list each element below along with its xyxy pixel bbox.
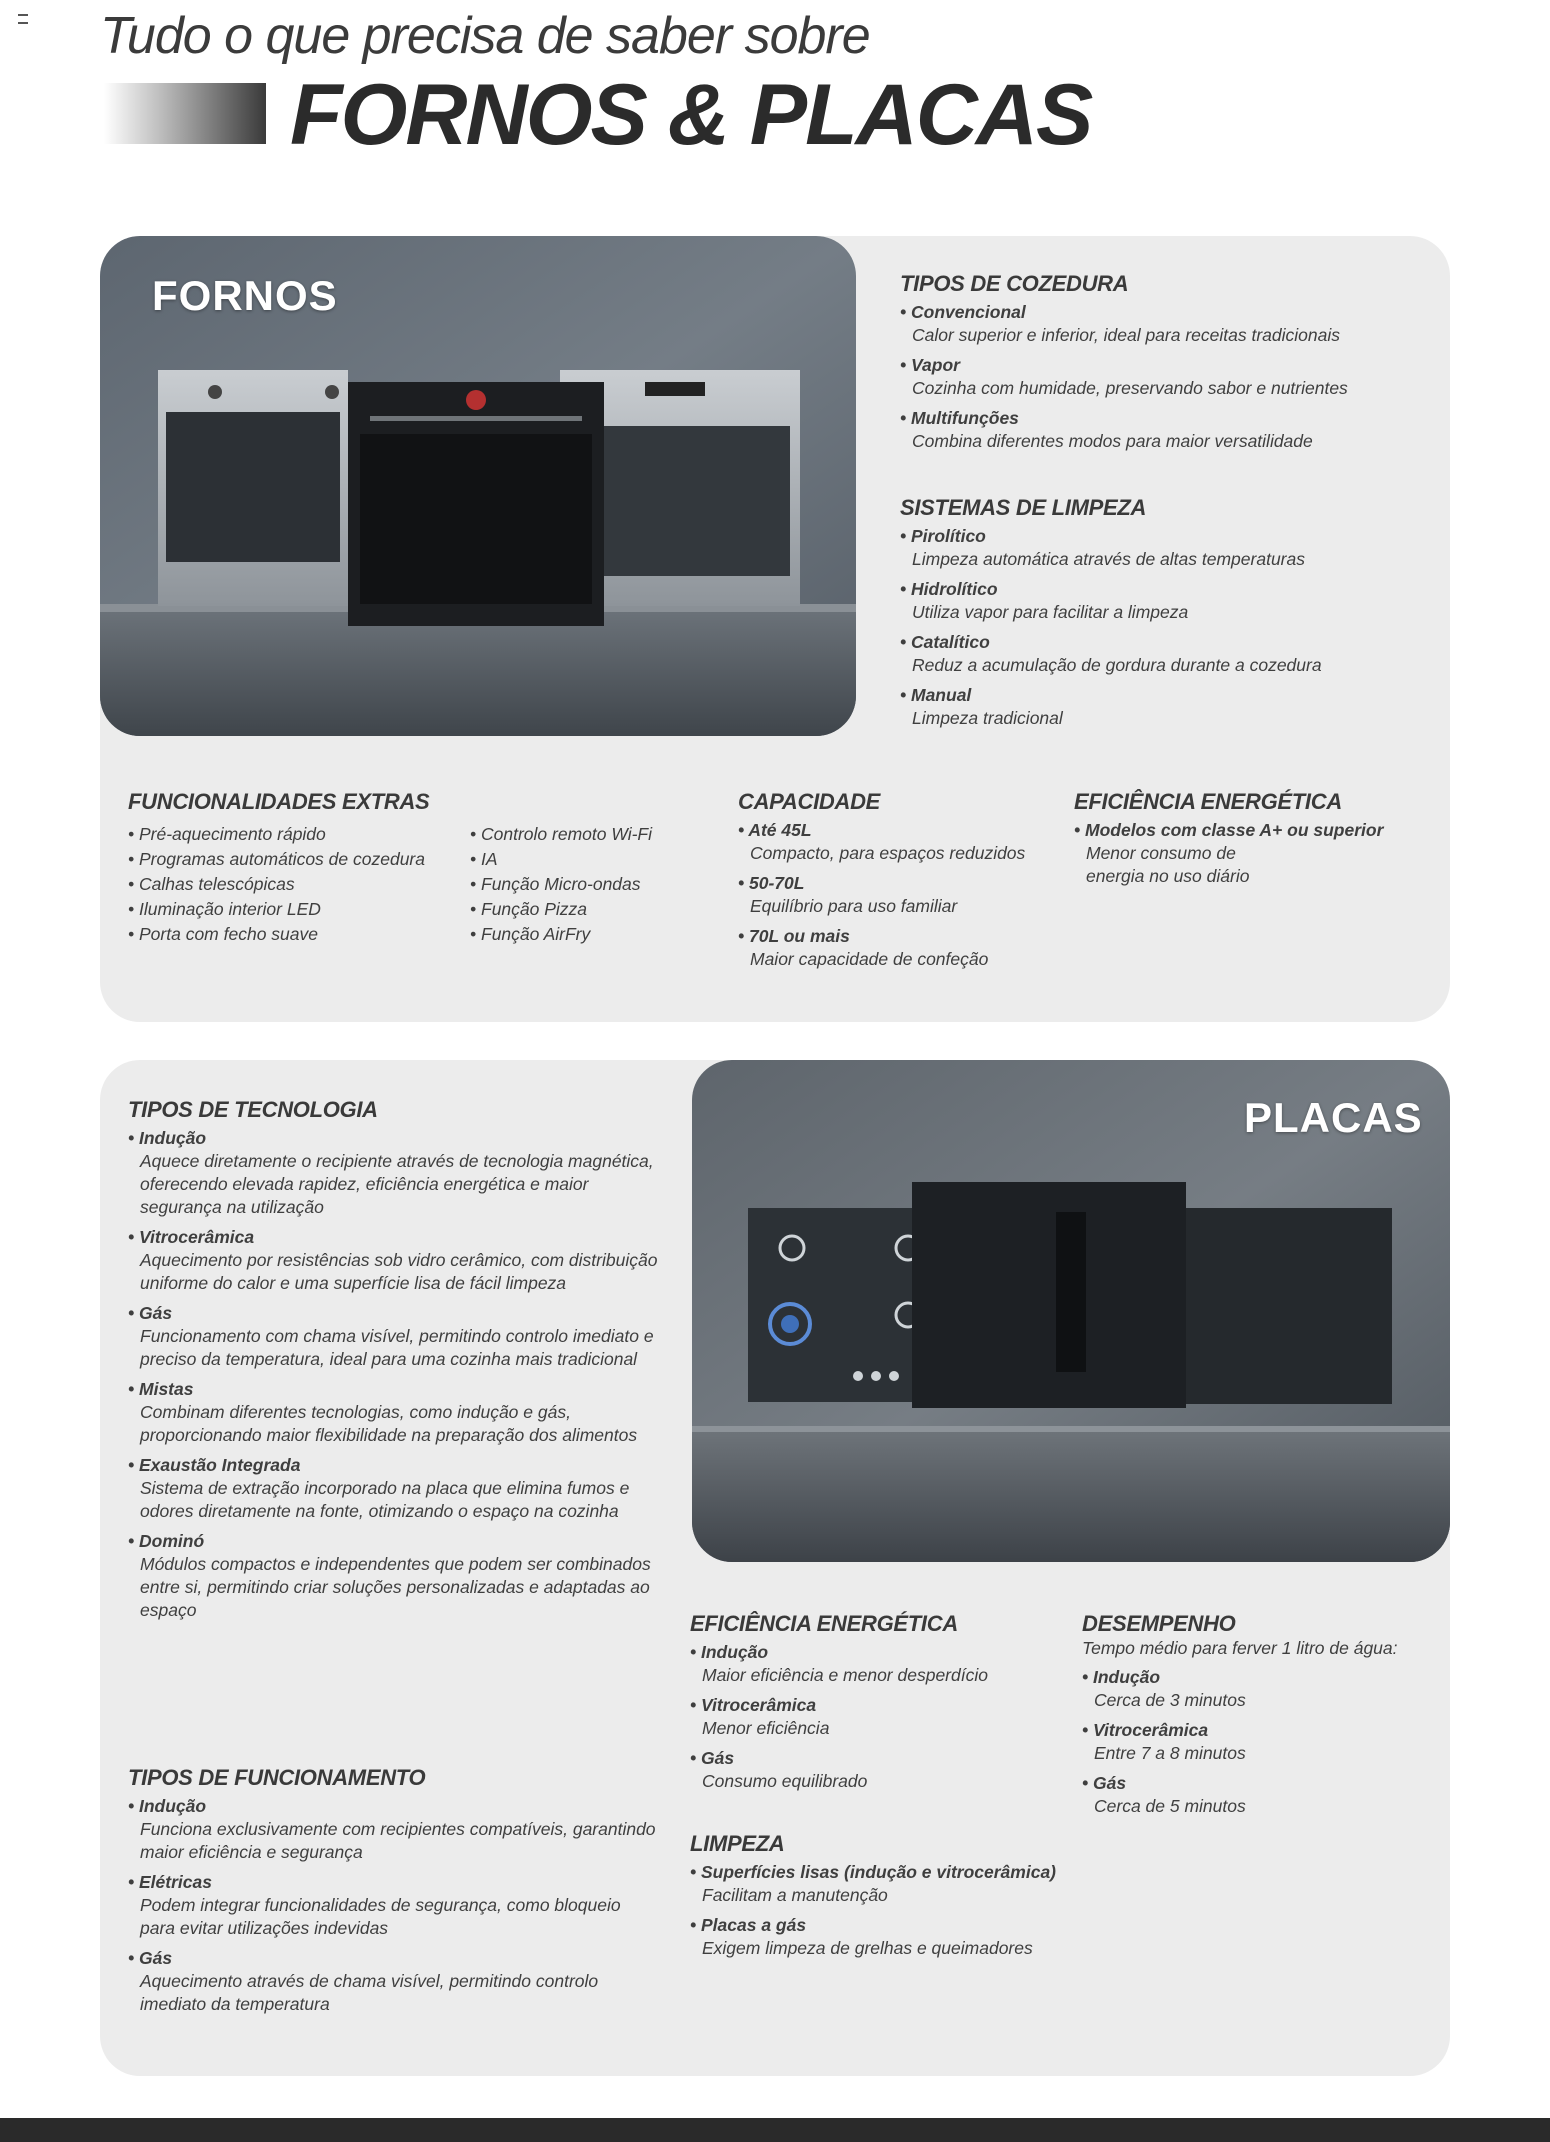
sistemas-limpeza-heading: SISTEMAS DE LIMPEZA [900, 495, 1147, 520]
list-item: • Até 45L Compacto, para espaços reduzidos [738, 819, 1058, 865]
eficiencia-placas-heading: EFICIÊNCIA ENERGÉTICA [690, 1611, 958, 1636]
list-item: • IA [470, 847, 690, 872]
tipos-funcionamento-section [128, 1766, 658, 2023]
list-item: • Vapor Cozinha com humidade, preservando sabor e nutrientes [900, 354, 1400, 400]
list-item: • Pré-aquecimento rápido [128, 822, 468, 847]
list-item: • Modelos com classe A+ ou superior Menor consumo de energia no uso diário [1074, 819, 1414, 888]
tipos-tecnologia-section [128, 1098, 658, 1629]
list-item: • Placas a gás Exigem limpeza de grelhas e queimadores [690, 1914, 1100, 1960]
list-item: • Controlo remoto Wi-Fi [470, 822, 690, 847]
tipos-tecnologia-heading: TIPOS DE TECNOLOGIA [128, 1097, 378, 1122]
list-item: • Dominó Módulos compactos e independentes que podem ser combinados entre si, permitindo criar soluções personalizadas e adaptadas ao espaço [128, 1530, 658, 1622]
list-item: • Hidrolítico Utiliza vapor para facilitar a limpeza [900, 578, 1400, 624]
list-item: • Gás Funcionamento com chama visível, permitindo controlo imediato e preciso da temperatura, ideal para uma cozinha mais tradicional [128, 1302, 658, 1371]
list-item: • Vitrocerâmica Entre 7 a 8 minutos [1082, 1719, 1422, 1765]
capacidade-heading: CAPACIDADE [738, 789, 881, 814]
fornos-photo-label: FORNOS [152, 272, 338, 319]
desempenho-note: Tempo médio para ferver 1 litro de água: [1082, 1638, 1398, 1658]
list-item: • Gás Aquecimento através de chama visível, permitindo controlo imediato da temperatura [128, 1947, 658, 2016]
list-item: • Superfícies lisas (indução e vitrocerâmica) Facilitam a manutenção [690, 1861, 1100, 1907]
list-item: • Indução Cerca de 3 minutos [1082, 1666, 1422, 1712]
limpeza-section [690, 1832, 1100, 1967]
tipos-cozedura-section [900, 272, 1400, 460]
list-item: • Indução Maior eficiência e menor desperdício [690, 1641, 1060, 1687]
footer-bar [0, 2118, 1550, 2142]
funcionalidades-section [128, 789, 708, 944]
list-item: • Multifunções Combina diferentes modos para maior versatilidade [900, 407, 1400, 453]
title-gradient-bar [104, 83, 266, 144]
list-item: • Indução Funciona exclusivamente com recipientes compatíveis, garantindo maior eficiência e segurança [128, 1795, 658, 1864]
list-item: • Função AirFry [470, 922, 690, 947]
list-item: • Função Pizza [470, 897, 690, 922]
list-item: • 50-70L Equilíbrio para uso familiar [738, 872, 1058, 918]
list-item: • Pirolítico Limpeza automática através de altas temperaturas [900, 525, 1400, 571]
list-item: • Gás Cerca de 5 minutos [1082, 1772, 1422, 1818]
list-item: • 70L ou mais Maior capacidade de confeção [738, 925, 1058, 971]
funcionalidades-col1 [128, 822, 468, 947]
sistemas-limpeza-section [900, 496, 1400, 737]
funcionalidades-col2 [470, 822, 690, 947]
placas-photo-label: PLACAS [1244, 1094, 1423, 1141]
funcionalidades-heading: FUNCIONALIDADES EXTRAS [128, 789, 430, 814]
eficiencia-fornos-section [1074, 790, 1414, 895]
desempenho-section [1082, 1612, 1422, 1825]
page-title: FORNOS & PLACAS [290, 67, 1092, 163]
list-item: • Função Micro-ondas [470, 872, 690, 897]
list-item: • Manual Limpeza tradicional [900, 684, 1400, 730]
list-item: • Exaustão Integrada Sistema de extração incorporado na placa que elimina fumos e odores diretamente na fonte, otimizando o espaço na cozinha [128, 1454, 658, 1523]
menu-icon [18, 14, 28, 24]
eficiencia-placas-section [690, 1612, 1060, 1800]
list-item: • Programas automáticos de cozedura [128, 847, 468, 872]
capacidade-section [738, 790, 1058, 978]
list-item: • Vitrocerâmica Aquecimento por resistências sob vidro cerâmico, com distribuição uniforme do calor e uma superfície lisa de fácil limpeza [128, 1226, 658, 1295]
list-item: • Gás Consumo equilibrado [690, 1747, 1060, 1793]
list-item: • Catalítico Reduz a acumulação de gordura durante a cozedura [900, 631, 1400, 677]
list-item: • Calhas telescópicas [128, 872, 468, 897]
list-item: • Convencional Calor superior e inferior, ideal para receitas tradicionais [900, 301, 1400, 347]
list-item: • Mistas Combinam diferentes tecnologias, como indução e gás, proporcionando maior flexibilidade na preparação dos alimentos [128, 1378, 658, 1447]
tipos-cozedura-heading: TIPOS DE COZEDURA [900, 271, 1129, 296]
list-item: • Indução Aquece diretamente o recipiente através de tecnologia magnética, oferecendo elevada rapidez, eficiência energética e maior segurança na utilização [128, 1127, 658, 1219]
desempenho-heading: DESEMPENHO [1082, 1611, 1236, 1636]
list-item: • Porta com fecho suave [128, 922, 468, 947]
tipos-funcionamento-heading: TIPOS DE FUNCIONAMENTO [128, 1765, 426, 1790]
eficiencia-fornos-heading: EFICIÊNCIA ENERGÉTICA [1074, 789, 1342, 814]
page-kicker: Tudo o que precisa de saber sobre [100, 7, 870, 65]
list-item: • Elétricas Podem integrar funcionalidades de segurança, como bloqueio para evitar utilizações indevidas [128, 1871, 658, 1940]
list-item: • Vitrocerâmica Menor eficiência [690, 1694, 1060, 1740]
limpeza-heading: LIMPEZA [690, 1831, 785, 1856]
list-item: • Iluminação interior LED [128, 897, 468, 922]
